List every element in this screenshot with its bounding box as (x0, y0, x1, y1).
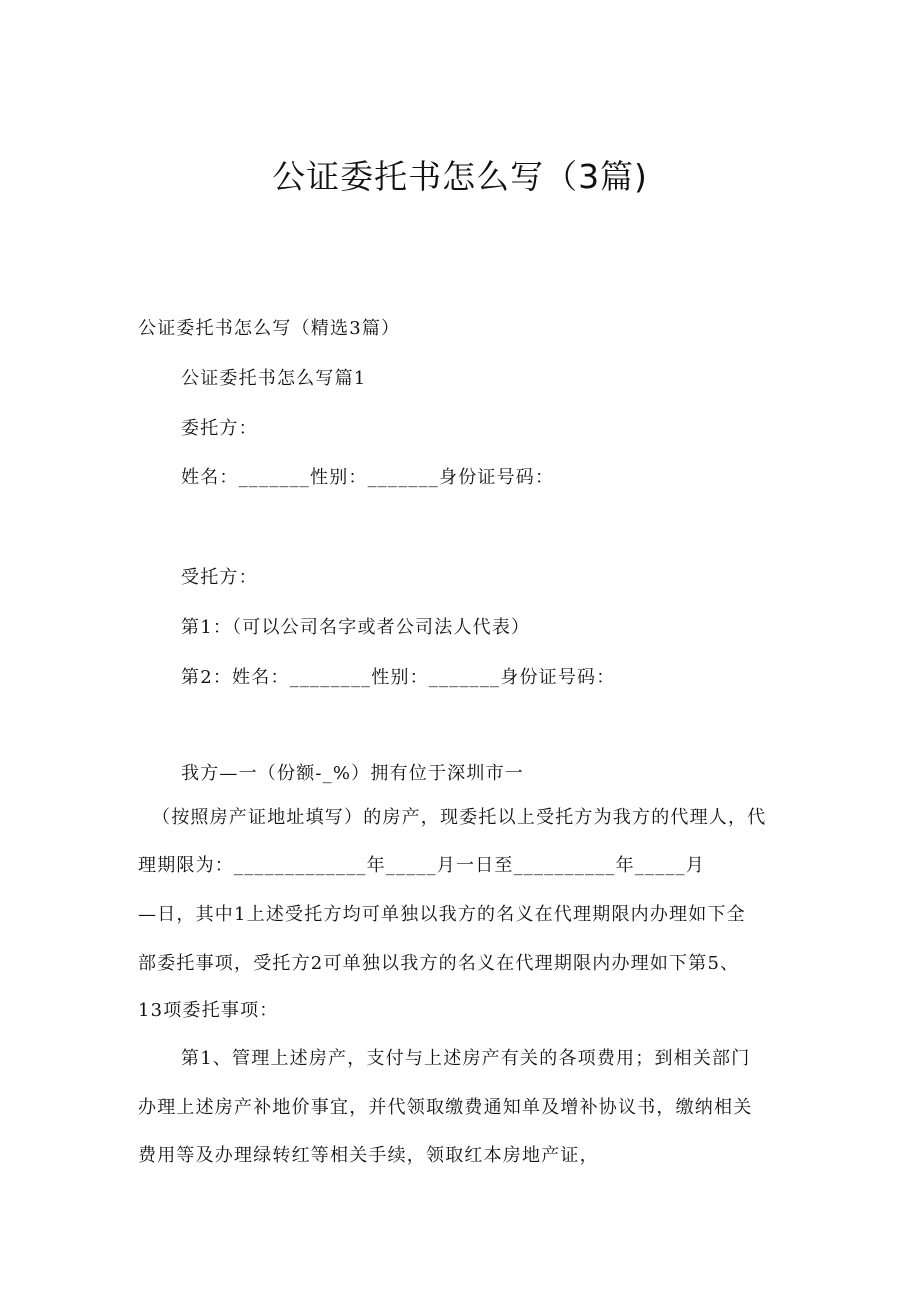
section-heading: 公证委托书怎么写篇1 (181, 368, 367, 389)
paragraph-line: 我方—一（份额-_%）拥有位于深圳市一 (181, 763, 524, 784)
paragraph-line: —日，其中1上述受托方均可单独以我方的名义在代理期限内办理如下全 (138, 904, 746, 925)
subtitle-line: 公证委托书怎么写（精选3篇） (138, 318, 401, 339)
paragraph-line: （按照房产证地址填写）的房产，现委托以上受托方为我方的代理人，代 (152, 807, 767, 828)
item-1-line: 费用等及办理绿转红等相关手续，领取红本房地产证， (138, 1145, 599, 1166)
paragraph-line: 理期限为：_____________年_____月一日至__________年_____月 (138, 855, 705, 876)
agent-1-line: 第1：（可以公司名字或者公司法人代表） (181, 617, 531, 638)
document-title: 公证委托书怎么写（3篇) (272, 157, 648, 196)
agent-label: 受托方： (181, 567, 258, 588)
paragraph-line: 部委托事项，受托方2可单独以我方的名义在代理期限内办理如下第5、 (138, 953, 740, 974)
principal-label: 委托方： (181, 418, 258, 439)
item-1-line: 第1、管理上述房产，支付与上述房产有关的各项费用；到相关部门 (181, 1048, 751, 1069)
item-1-line: 办理上述房产补地价事宜，并代领取缴费通知单及增补协议书，缴纳相关 (138, 1097, 753, 1118)
paragraph-line: 13项委托事项： (138, 1000, 279, 1021)
principal-info-line: 姓名：_______性别：_______身份证号码： (181, 467, 555, 488)
agent-2-line: 第2：姓名：________性别：_______身份证号码： (181, 667, 616, 688)
